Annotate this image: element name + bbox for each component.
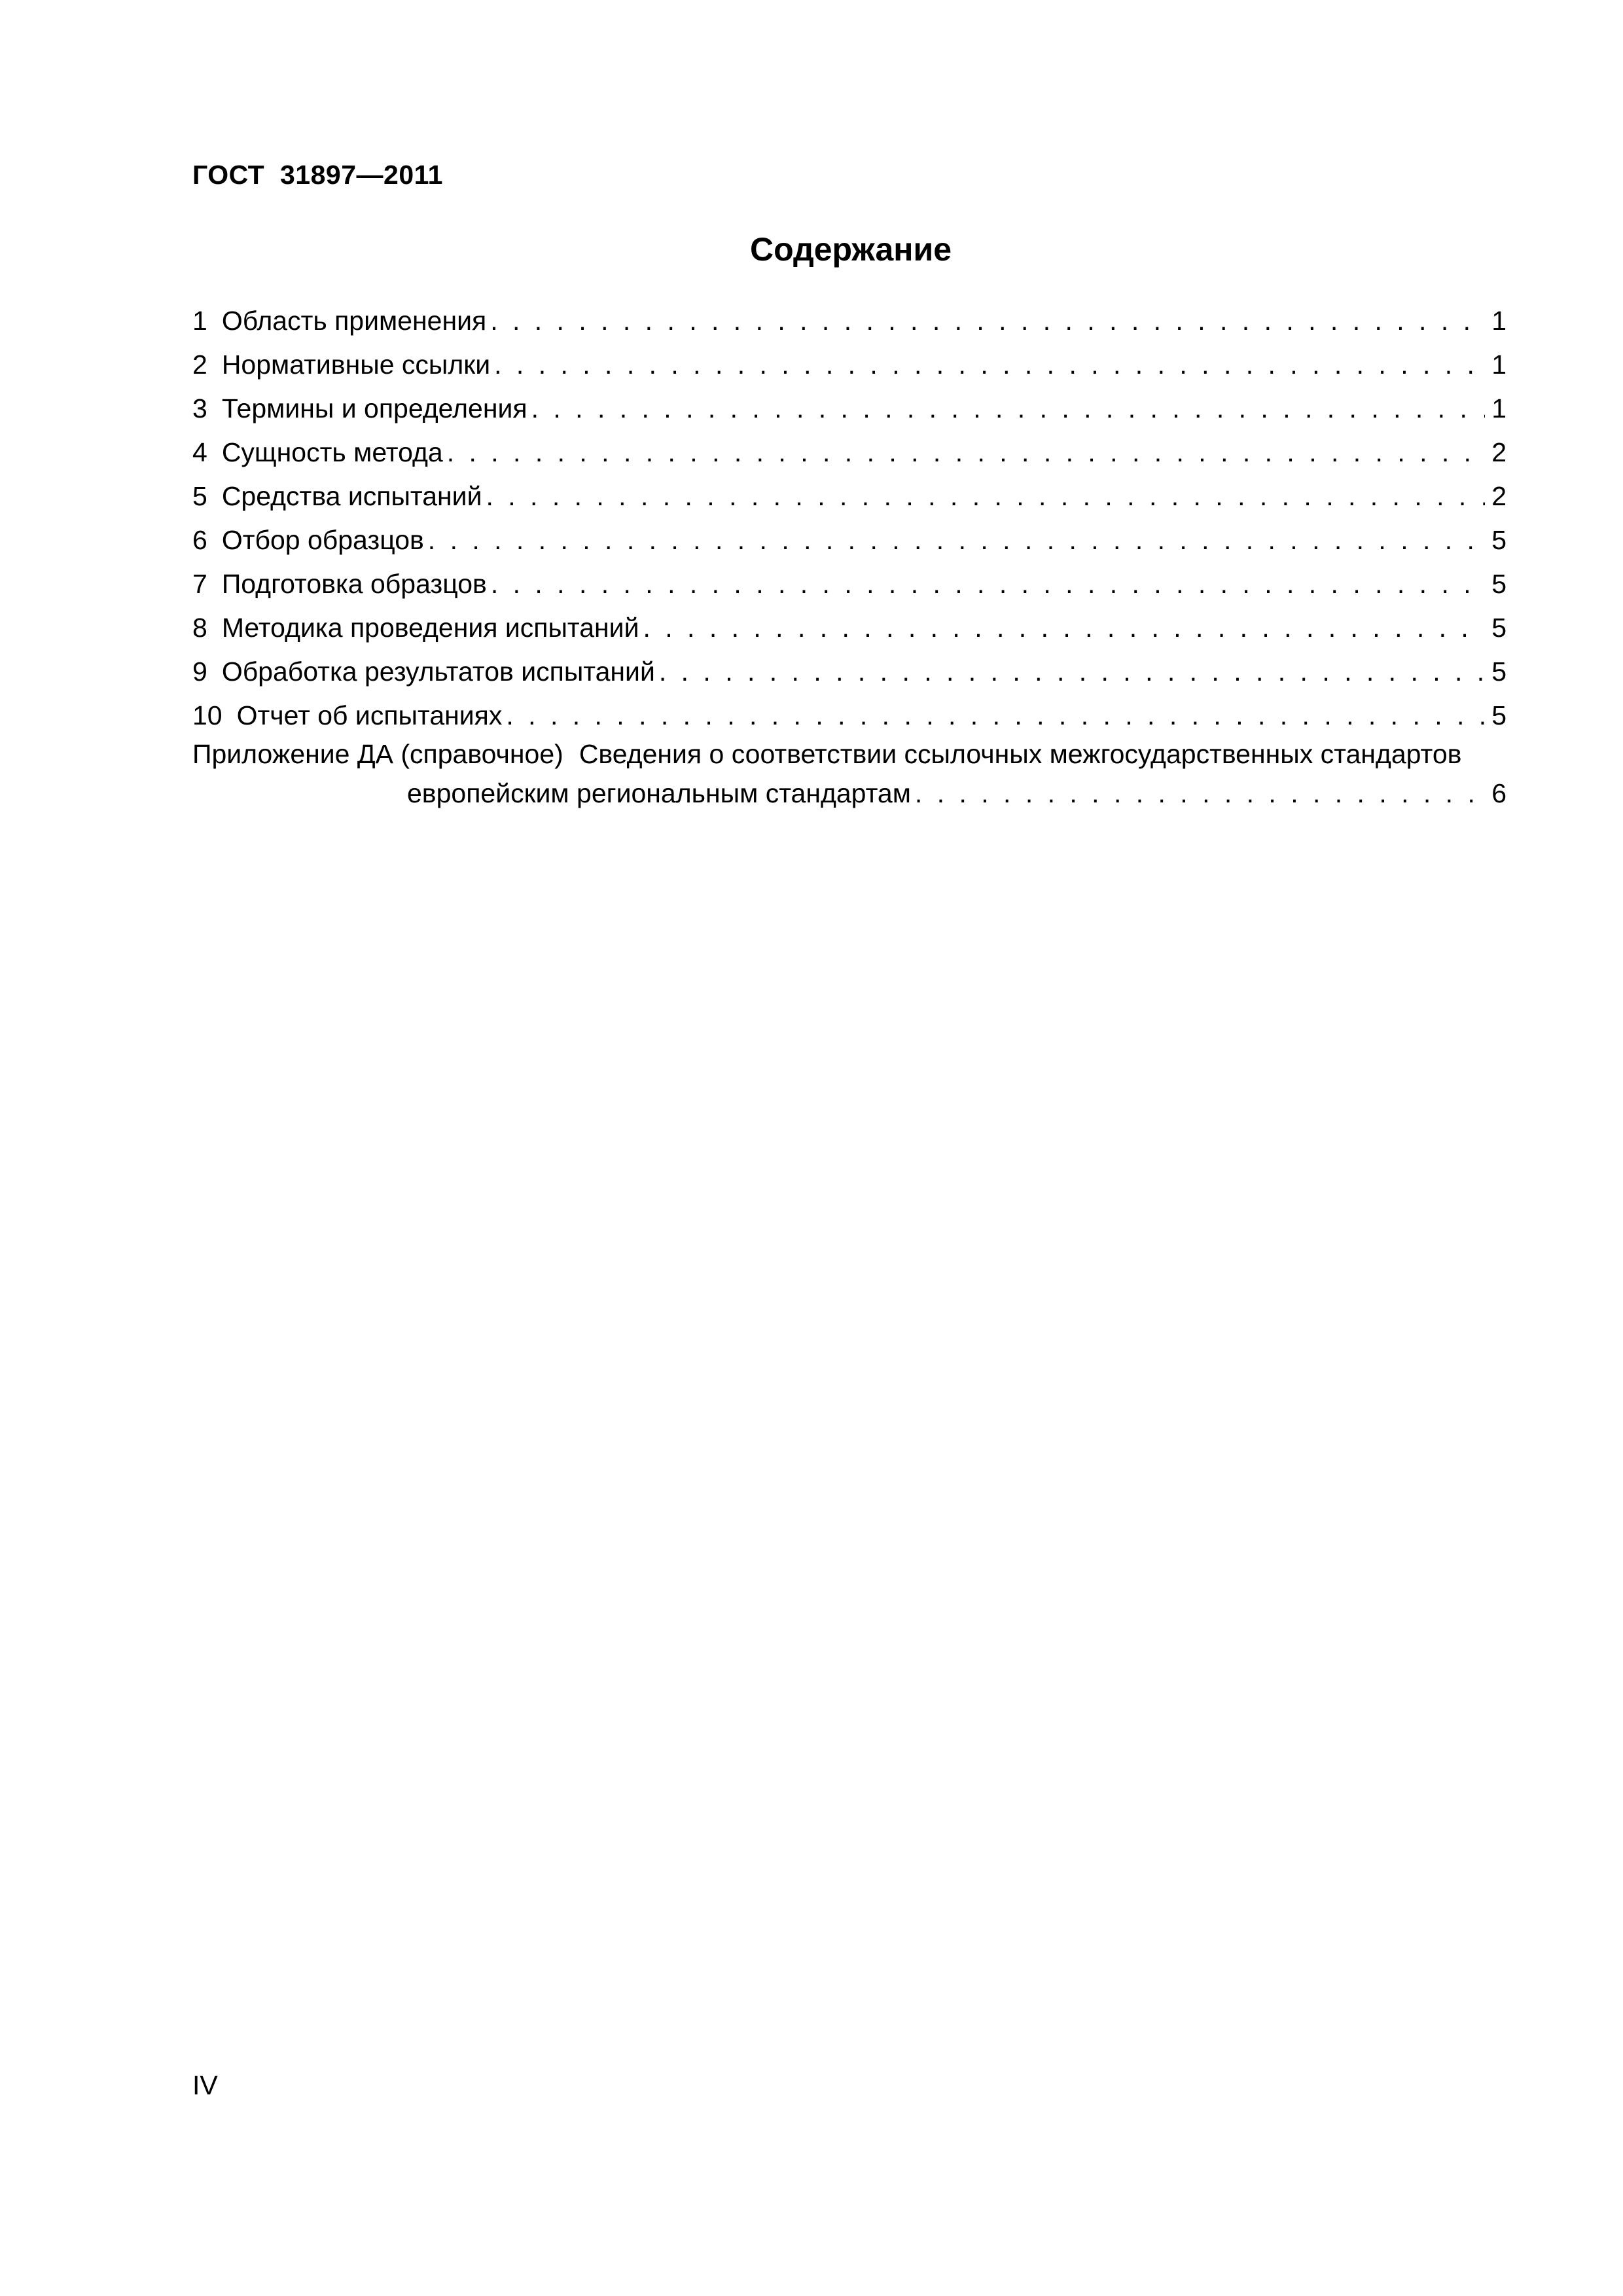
toc-entry[interactable] xyxy=(192,518,1507,562)
toc-entry-page: 6 xyxy=(1491,778,1507,808)
appendix-second-line xyxy=(192,774,1507,813)
toc-leader-dots xyxy=(486,299,1485,343)
toc-entry-label: Методика проведения испытаний xyxy=(221,613,639,643)
toc-entry[interactable] xyxy=(192,606,1507,650)
toc-entry[interactable] xyxy=(192,299,1507,343)
toc-entry[interactable] xyxy=(192,431,1507,475)
toc-entry-number: 9 xyxy=(192,656,207,687)
toc-entry-label: Средства испытаний xyxy=(221,481,482,511)
toc-leader-dots xyxy=(490,343,1485,387)
toc-entry[interactable] xyxy=(192,562,1507,606)
toc-entry-number: 8 xyxy=(192,613,207,643)
toc-entry-label: Подготовка образцов xyxy=(221,569,487,599)
toc-appendix-entry[interactable] xyxy=(192,734,1507,813)
toc-entry-page: 1 xyxy=(1491,393,1507,423)
toc-entry-number: 10 xyxy=(192,700,223,730)
page-number: IV xyxy=(192,2070,218,2100)
toc-entry-number: 1 xyxy=(192,306,207,336)
toc-entry[interactable] xyxy=(192,694,1507,738)
toc-entry-number: 2 xyxy=(192,350,207,380)
toc-entry-page: 2 xyxy=(1491,437,1507,467)
appendix-title-line2: европейским региональным стандартам xyxy=(407,778,911,808)
toc-entry[interactable] xyxy=(192,650,1507,694)
appendix-title-line1: Сведения о соответствии ссылочных межгосударственных стандартов xyxy=(579,739,1462,769)
toc-entry-number: 5 xyxy=(192,481,207,511)
toc-leader-dots xyxy=(655,650,1485,694)
toc-leader-dots xyxy=(424,518,1485,562)
toc-leader-dots xyxy=(639,606,1485,650)
toc-entry-label: Обработка результатов испытаний xyxy=(221,656,655,687)
toc-entry[interactable] xyxy=(192,475,1507,518)
toc-leader-dots xyxy=(487,562,1485,606)
toc-leader-dots xyxy=(527,387,1486,431)
toc-entry-page: 5 xyxy=(1491,700,1507,730)
toc-title: Содержание xyxy=(749,231,952,268)
toc-entry-page: 5 xyxy=(1491,525,1507,555)
toc-entry-page: 5 xyxy=(1491,569,1507,599)
appendix-first-line xyxy=(192,734,1507,774)
toc-entry-number: 7 xyxy=(192,569,207,599)
toc-leader-dots xyxy=(911,774,1485,813)
toc-entry-number: 6 xyxy=(192,525,207,555)
toc-entry-label: Отбор образцов xyxy=(221,525,424,555)
toc-entry[interactable] xyxy=(192,387,1507,431)
toc-leader-dots xyxy=(482,475,1485,518)
toc-entry-page: 2 xyxy=(1491,481,1507,511)
toc-entry-page: 1 xyxy=(1491,306,1507,336)
toc-entry-label: Область применения xyxy=(221,306,487,336)
toc-entry-page: 5 xyxy=(1491,656,1507,687)
appendix-label: Приложение ДА (справочное) xyxy=(192,739,563,769)
toc-entry[interactable] xyxy=(192,343,1507,387)
toc-entry-label: Сущность метода xyxy=(221,437,443,467)
toc-entry-label: Термины и определения xyxy=(221,393,527,423)
toc-entry-label: Нормативные ссылки xyxy=(221,350,491,380)
toc-leader-dots xyxy=(443,431,1485,475)
toc-entry-page: 1 xyxy=(1491,350,1507,380)
toc-entry-number: 4 xyxy=(192,437,207,467)
document-header: ГОСТ 31897—2011 xyxy=(192,160,443,190)
toc-entry-number: 3 xyxy=(192,393,207,423)
table-of-contents xyxy=(192,299,1507,738)
toc-entry-label: Отчет об испытаниях xyxy=(236,700,503,730)
toc-entry-page: 5 xyxy=(1491,613,1507,643)
toc-leader-dots xyxy=(502,694,1485,738)
